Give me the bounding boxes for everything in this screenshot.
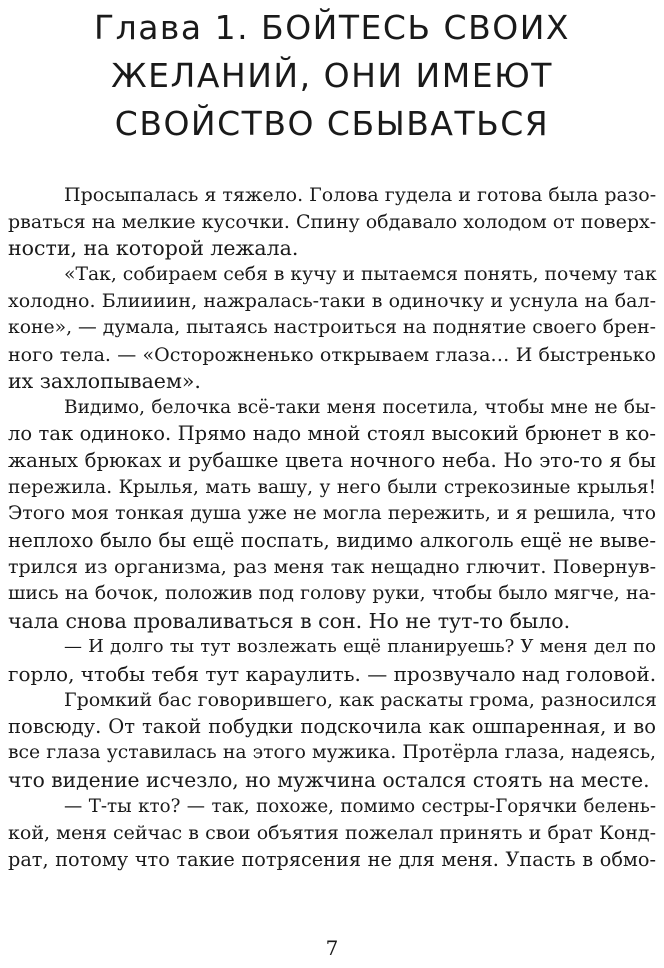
text-line: холодно. Блиииин, нажралась-таки в одиночку и уснула на бал-	[8, 290, 656, 313]
text-line: шись на бочок, положив под голову руки, чтобы было мягче, на-	[8, 582, 656, 604]
text-line: — Т-ты кто? — так, похоже, помимо сестры-Горячки белень-	[64, 795, 656, 817]
text-line: повсюду. От такой побудки подскочила как ошпаренная, и во	[8, 714, 656, 738]
chapter-title-line: СВОЙСТВО СБЫВАТЬСЯ	[114, 104, 550, 143]
text-line: трился из организма, раз меня так нещадно глючит. Повернув-	[8, 556, 656, 579]
text-line: пережила. Крылья, мать вашу, у него были стрекозиные крылья!	[8, 476, 656, 498]
text-line: чала снова проваливаться в сон. Но не тут-то было.	[8, 608, 571, 633]
text-line: неплохо было бы ещё поспать, видимо алкоголь ещё не выве-	[8, 528, 656, 552]
page-number: 7	[325, 936, 339, 960]
text-line: Просыпалась я тяжело. Голова гудела и готова была разо-	[64, 184, 657, 206]
text-line: их захлопываем».	[8, 369, 201, 394]
text-line: рваться на мелкие кусочки. Спину обдавало холодом от поверх-	[8, 210, 657, 233]
text-line: ло так одиноко. Прямо надо мной стоял высокий брюнет в ко-	[8, 422, 656, 446]
text-line: кой, меня сейчас в свои объятия пожелал принять и брат Конд-	[8, 822, 656, 845]
text-line: ного тела. — «Осторожненько открываем глаза… И быстренько	[8, 343, 656, 366]
chapter-title-line: Глава 1. БОЙТЕСЬ СВОИХ	[93, 8, 570, 47]
chapter-title-line: ЖЕЛАНИЙ, ОНИ ИМЕЮТ	[111, 56, 553, 95]
text-line: коне», — думала, пытаясь настроиться на поднятие своего брен-	[8, 316, 656, 338]
chapter-title	[20, 4, 644, 148]
text-line: Видимо, белочка всё-таки меня посетила, чтобы мне не бы-	[64, 396, 656, 418]
text-line: — И долго ты тут возлежать ещё планируешь? У меня дел по	[64, 636, 656, 658]
text-line: «Так, собираем себя в кучу и пытаемся понять, почему так	[64, 263, 657, 285]
text-line: жаных брюках и рубашке цвета ночного неба. Но это-то я бы	[8, 448, 656, 472]
text-line: Громкий бас говорившего, как раскаты грома, разносился	[64, 689, 657, 712]
text-line: горло, чтобы тебя тут караулить. — прозвучало над головой.	[8, 661, 657, 686]
text-line: все глаза уставилась на этого мужика. Протёрла глаза, надеясь,	[8, 742, 656, 764]
text-line: что видение исчезло, но мужчина остался стоять на месте.	[8, 768, 650, 793]
text-line: Этого моя тонкая душа уже не могла пережить, и я решила, что	[8, 503, 656, 525]
text-line: ности, на которой лежала.	[8, 236, 299, 261]
text-line: рат, потому что такие потрясения не для меня. Упасть в обмо-	[8, 847, 656, 871]
chapter-body	[8, 182, 656, 873]
